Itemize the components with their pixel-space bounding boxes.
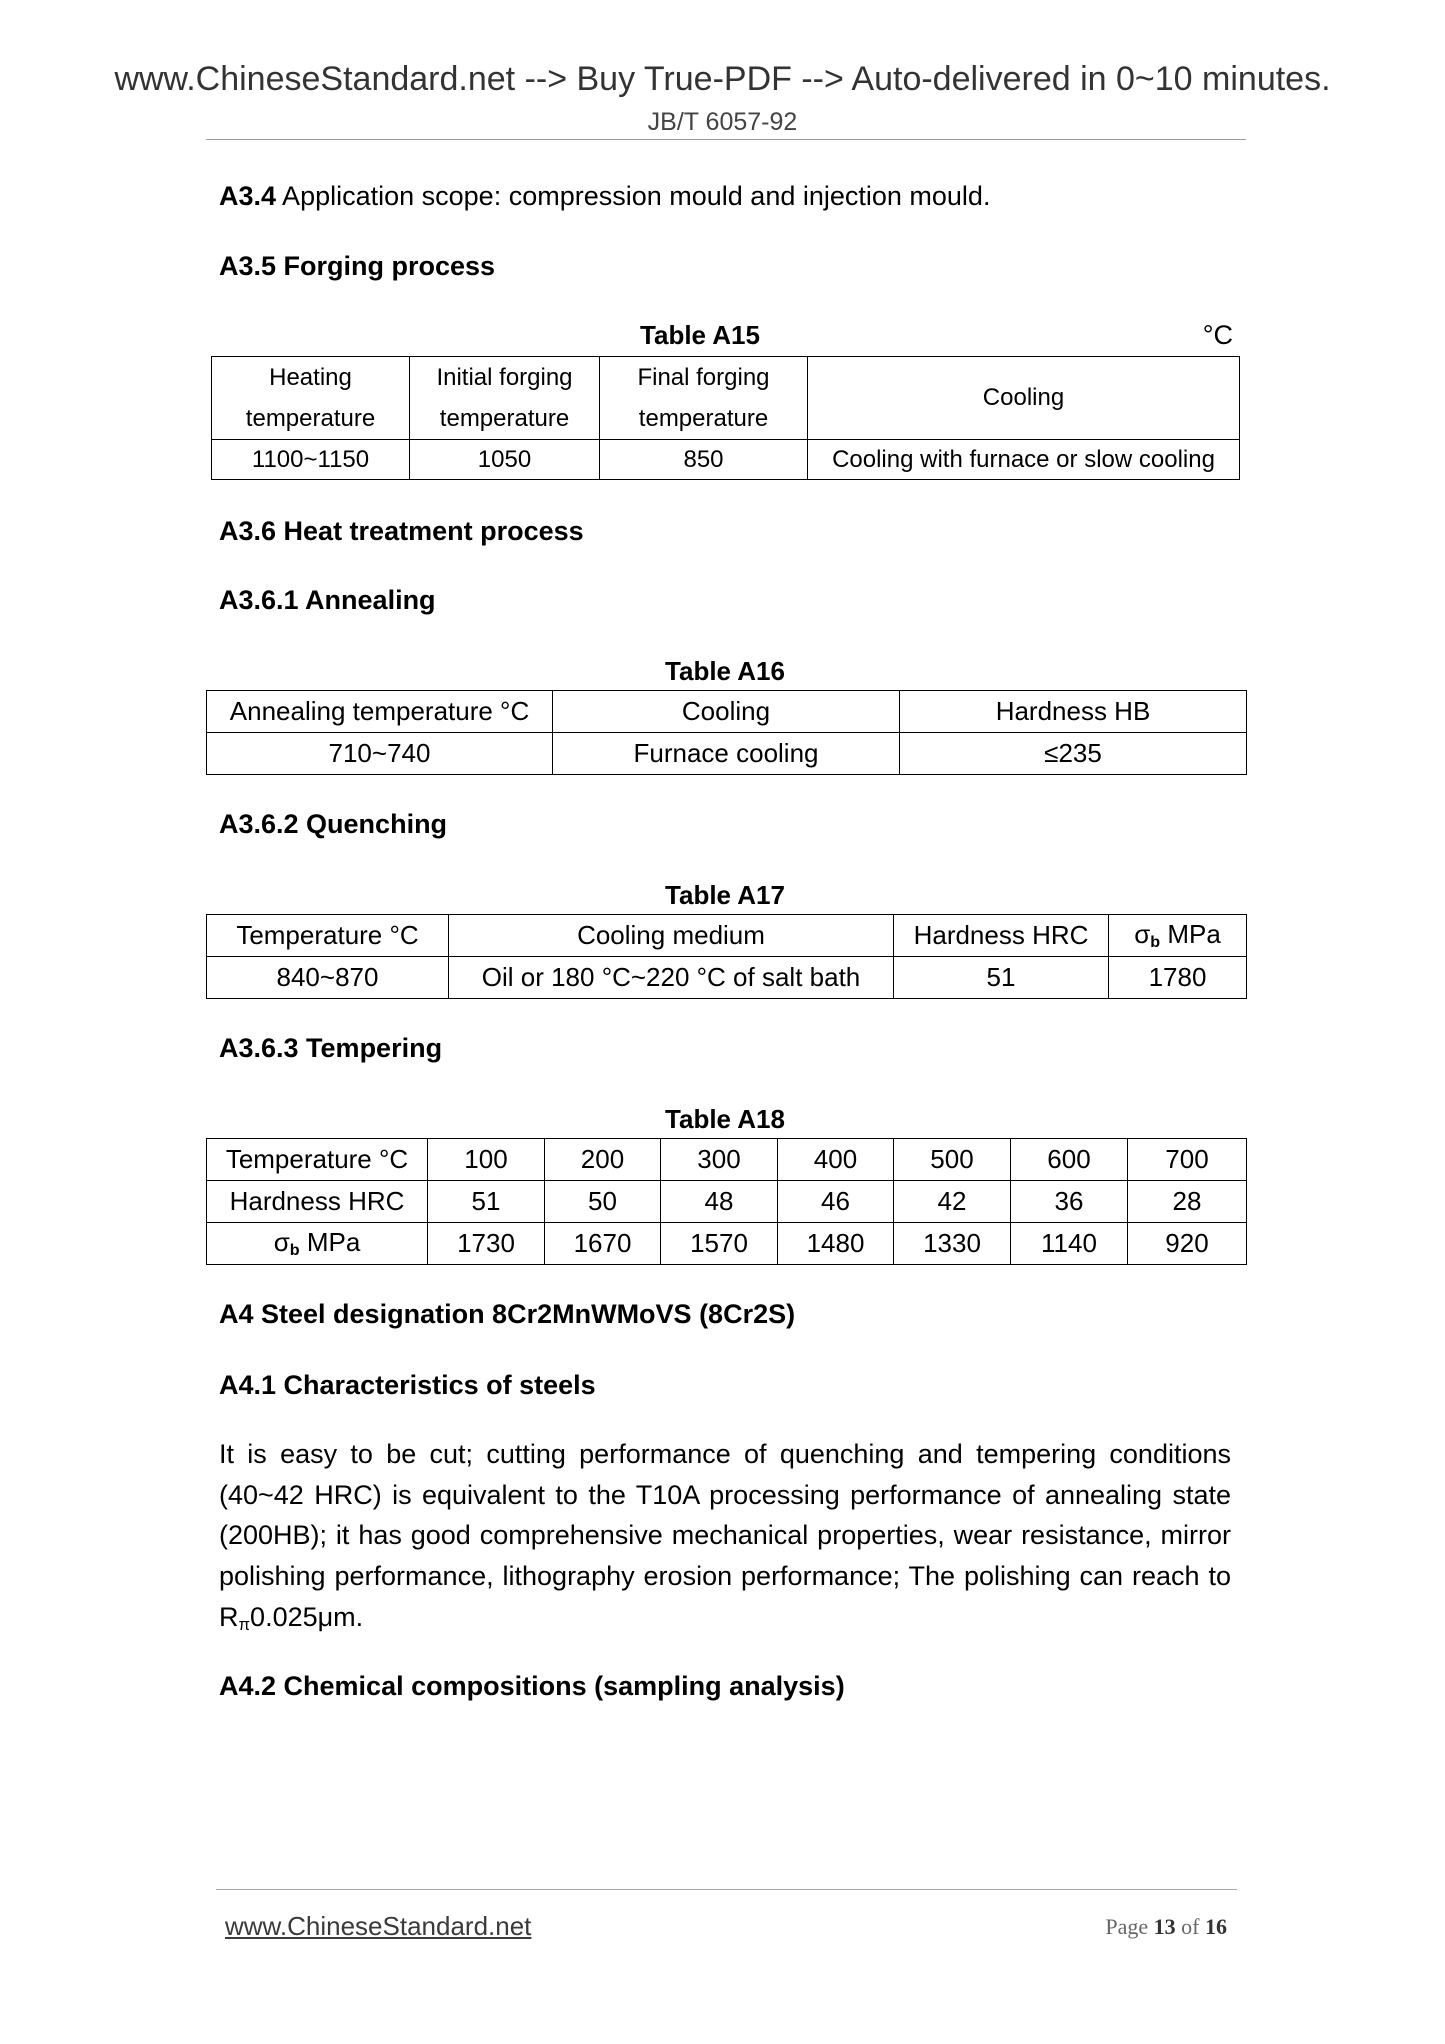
table-cell: 100 [428, 1139, 545, 1181]
table-cell: Furnace cooling [553, 733, 900, 775]
table-cell: 1780 [1109, 957, 1247, 999]
heading-tempering: A3.6.3 Tempering [219, 1033, 443, 1063]
header-cell-initial-forging-temperature [410, 357, 600, 440]
heading-chemical-compositions: A4.2 Chemical compositions (sampling analysis) [219, 1671, 845, 1701]
table-header-row [207, 691, 1247, 733]
heading-annealing: A3.6.1 Annealing [219, 585, 436, 615]
header-banner: www.ChineseStandard.net --> Buy True-PDF --> Auto-delivered in 0~10 minutes. [114, 60, 1331, 98]
table-a15 [211, 356, 1240, 480]
header-line: Initial forging [436, 364, 573, 391]
paragraph-line: (40~42 HRC) is equivalent to the T10A processing performance of annealing state [219, 1480, 1231, 1510]
table-cell: 1670 [545, 1223, 661, 1265]
page-current: 13 [1153, 1914, 1176, 1939]
table-cell: 1100~1150 [212, 440, 410, 480]
table-cell: 920 [1128, 1223, 1247, 1265]
heading-forging-process: A3.5 Forging process [219, 251, 496, 281]
table-cell: 1330 [894, 1223, 1011, 1265]
table-cell: 51 [894, 957, 1109, 999]
header-cell: Temperature °C [207, 915, 449, 957]
table-row [212, 440, 1240, 480]
header-cell: Hardness HB [900, 691, 1247, 733]
header-line: temperature [439, 405, 570, 432]
table-cell: Cooling with furnace or slow cooling [808, 440, 1240, 480]
table-cell: 50 [545, 1181, 661, 1223]
row-label [207, 1223, 428, 1265]
table-cell: 850 [600, 440, 808, 480]
table-cell: 1140 [1011, 1223, 1128, 1265]
table-cell: ≤235 [900, 733, 1247, 775]
heading-steel-designation: A4 Steel designation 8Cr2MnWMoVS (8Cr2S) [219, 1299, 796, 1329]
table-cell: 200 [545, 1139, 661, 1181]
table-header-row [212, 357, 1240, 440]
heading-characteristics-of-steels: A4.1 Characteristics of steels [219, 1370, 596, 1400]
table-cell: 46 [778, 1181, 894, 1223]
table-cell: Oil or 180 °C~220 °C of salt bath [449, 957, 894, 999]
header-line: temperature [245, 405, 376, 432]
header-cell: Annealing temperature °C [207, 691, 553, 733]
table-row-tensile-strength [207, 1223, 1247, 1265]
table-cell: 36 [1011, 1181, 1128, 1223]
header-cell-tensile-strength [1109, 915, 1247, 957]
table-cell: 1050 [410, 440, 600, 480]
table-cell: 1570 [661, 1223, 778, 1265]
clause-a3-4 [219, 180, 1231, 212]
table-a16-caption: Table A16 [665, 656, 785, 686]
paragraph-line-last [219, 1597, 1231, 1637]
strength-unit: MPa [299, 1226, 361, 1257]
footer-website-link[interactable]: www.ChineseStandard.net [225, 1911, 532, 1941]
table-cell: 700 [1128, 1139, 1247, 1181]
page-number [1027, 1913, 1227, 1941]
header-line: Final forging [637, 364, 770, 391]
table-cell: 1730 [428, 1223, 545, 1265]
header-line: Heating [269, 364, 352, 391]
document-code: JB/T 6057-92 [647, 108, 798, 136]
table-cell: 710~740 [207, 733, 553, 775]
footer-divider [216, 1889, 1237, 1890]
table-cell: 51 [428, 1181, 545, 1223]
paragraph-line: polishing performance, lithography erosion performance; The polishing can reach to [219, 1561, 1231, 1591]
table-cell: 400 [778, 1139, 894, 1181]
header-line: Cooling [982, 384, 1065, 411]
table-row-hardness [207, 1181, 1247, 1223]
page-label: Page [1105, 1914, 1149, 1939]
roughness-subscript: π [238, 1615, 251, 1635]
table-a18-caption: Table A18 [665, 1104, 785, 1134]
table-cell: 500 [894, 1139, 1011, 1181]
header-cell: Hardness HRC [894, 915, 1109, 957]
table-cell: 1480 [778, 1223, 894, 1265]
table-row [207, 733, 1247, 775]
table-cell: 42 [894, 1181, 1011, 1223]
table-cell: 48 [661, 1181, 778, 1223]
sigma-symbol: σ [1134, 918, 1151, 949]
header-cell-cooling [808, 357, 1240, 440]
table-a17 [206, 914, 1247, 999]
row-label: Hardness HRC [207, 1181, 428, 1223]
header-cell: Cooling medium [449, 915, 894, 957]
clause-text: Application scope: compression mould and injection mould. [276, 181, 991, 211]
table-cell: 840~870 [207, 957, 449, 999]
table-cell: 28 [1128, 1181, 1247, 1223]
page-total: 16 [1205, 1914, 1227, 1939]
header-divider [206, 139, 1246, 140]
row-label: Temperature °C [207, 1139, 428, 1181]
table-a17-caption: Table A17 [665, 880, 785, 910]
page-separator: of [1181, 1914, 1200, 1939]
header-cell: Cooling [553, 691, 900, 733]
table-row-temperature [207, 1139, 1247, 1181]
heading-heat-treatment-process: A3.6 Heat treatment process [219, 516, 584, 546]
sigma-subscript: b [289, 1241, 300, 1259]
table-cell: 300 [661, 1139, 778, 1181]
table-header-row [207, 915, 1247, 957]
header-line: temperature [638, 405, 769, 432]
roughness-symbol: R [219, 1602, 239, 1632]
table-row [207, 957, 1247, 999]
table-a15-caption: Table A15 [640, 320, 760, 350]
table-cell: 600 [1011, 1139, 1128, 1181]
table-a15-unit: °C [1202, 320, 1233, 350]
header-cell-final-forging-temperature [600, 357, 808, 440]
clause-number: A3.4 [219, 181, 277, 211]
header-cell-heating-temperature [212, 357, 410, 440]
paragraph-line: It is easy to be cut; cutting performance of quenching and tempering conditions [219, 1439, 1231, 1469]
paragraph-line: (200HB); it has good comprehensive mechanical properties, wear resistance, mirror [219, 1520, 1231, 1550]
roughness-value: 0.025μm. [250, 1602, 364, 1632]
sigma-subscript: b [1150, 933, 1161, 951]
table-a18 [206, 1138, 1247, 1265]
heading-quenching: A3.6.2 Quenching [219, 809, 448, 839]
sigma-symbol: σ [273, 1226, 290, 1257]
strength-unit: MPa [1160, 918, 1221, 949]
table-a16 [206, 690, 1247, 775]
